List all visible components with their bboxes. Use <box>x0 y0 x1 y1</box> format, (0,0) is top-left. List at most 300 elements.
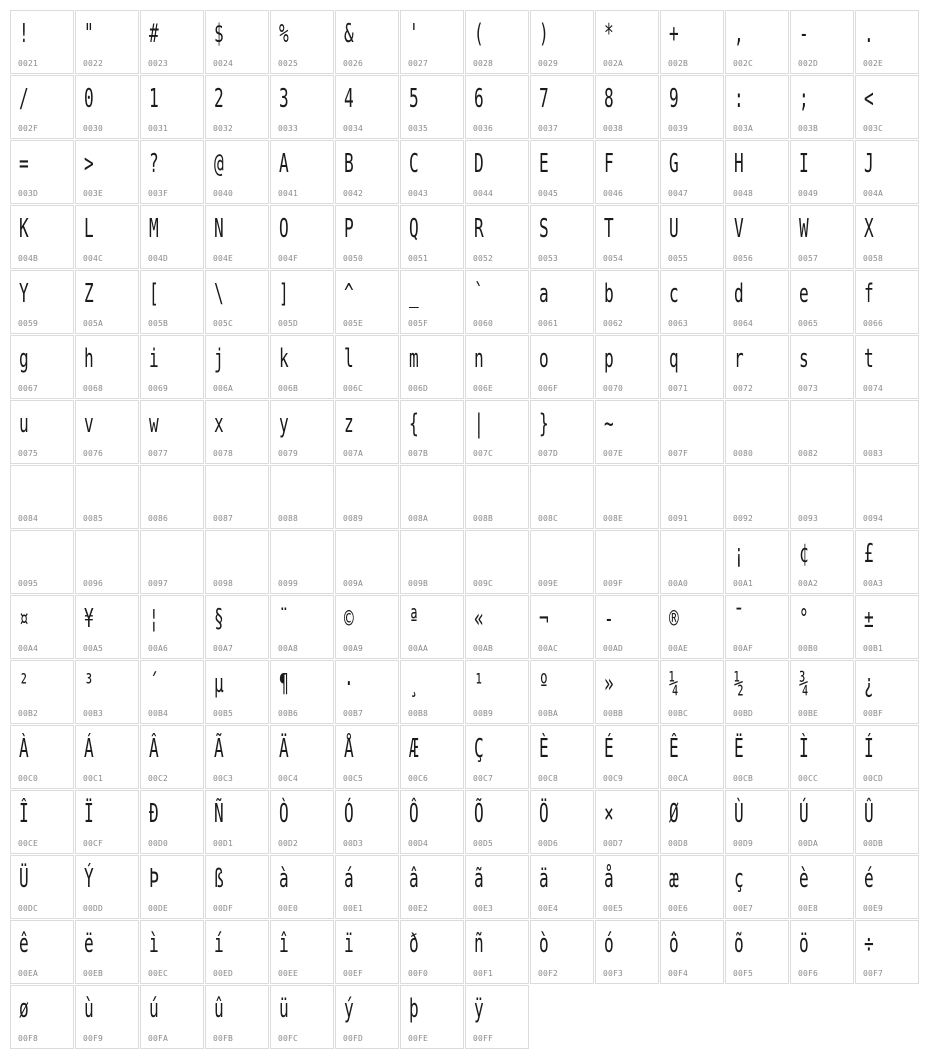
glyph-cell <box>660 790 724 854</box>
glyph-char: P <box>344 214 354 244</box>
glyph-code: 0070 <box>603 384 624 393</box>
glyph-cell <box>790 790 854 854</box>
glyph-code: 0072 <box>733 384 754 393</box>
glyph-code: 00B6 <box>278 709 299 718</box>
glyph-code: 0079 <box>278 449 299 458</box>
glyph-char: ) <box>539 19 549 49</box>
glyph-code: 0061 <box>538 319 559 328</box>
glyph-code: 004E <box>213 254 234 263</box>
glyph-code: 0065 <box>798 319 819 328</box>
glyph-code: 00BF <box>863 709 884 718</box>
glyph-code: 0044 <box>473 189 494 198</box>
glyph-char: Ï <box>84 799 94 829</box>
glyph-code: 0045 <box>538 189 559 198</box>
glyph-char: ® <box>669 604 679 634</box>
glyph-char: 0 <box>84 84 94 114</box>
glyph-cell <box>335 400 399 464</box>
glyph-cell <box>140 400 204 464</box>
glyph-char: K <box>19 214 29 244</box>
glyph-code: 00D1 <box>213 839 234 848</box>
glyph-char: . <box>864 19 874 49</box>
glyph-cell <box>530 790 594 854</box>
glyph-cell <box>595 790 659 854</box>
glyph-char: » <box>604 669 614 699</box>
glyph-char: î <box>279 929 289 959</box>
glyph-char: b <box>604 279 614 309</box>
glyph-char: ² <box>19 669 29 699</box>
glyph-char: s <box>799 344 809 374</box>
glyph-char: ¥ <box>84 604 94 634</box>
glyph-cell <box>660 10 724 74</box>
glyph-cell <box>855 75 919 139</box>
glyph-cell <box>465 270 529 334</box>
glyph-cell <box>270 75 334 139</box>
glyph-code: 00CB <box>733 774 754 783</box>
glyph-code: 00CC <box>798 774 819 783</box>
glyph-code: 0038 <box>603 124 624 133</box>
glyph-code: 002C <box>733 59 754 68</box>
glyph-code: 00C2 <box>148 774 169 783</box>
glyph-char: Î <box>19 799 29 829</box>
glyph-code: 002F <box>18 124 39 133</box>
glyph-code: 00DE <box>148 904 169 913</box>
glyph-cell <box>530 660 594 724</box>
glyph-char: ÷ <box>864 929 874 959</box>
glyph-char: ¯ <box>734 604 744 634</box>
glyph-char: Ý <box>84 864 94 894</box>
glyph-code: 0093 <box>798 514 819 523</box>
glyph-char: ± <box>864 604 874 634</box>
glyph-char: ú <box>149 994 159 1024</box>
glyph-char: Ñ <box>214 799 224 829</box>
glyph-char: ° <box>799 604 809 634</box>
glyph-code: 0098 <box>213 579 234 588</box>
glyph-code: 009C <box>473 579 494 588</box>
glyph-char: Ã <box>214 734 224 764</box>
glyph-char: " <box>84 19 94 49</box>
glyph-char: m <box>409 344 419 374</box>
glyph-code: 00AD <box>603 644 624 653</box>
glyph-code: 007C <box>473 449 494 458</box>
glyph-char: © <box>344 604 354 634</box>
glyph-cell <box>335 985 399 1049</box>
glyph-code: 004A <box>863 189 884 198</box>
glyph-code: 00E4 <box>538 904 559 913</box>
glyph-code: 00D3 <box>343 839 364 848</box>
glyph-code: 0059 <box>18 319 39 328</box>
glyph-code: 0075 <box>18 449 39 458</box>
glyph-cell <box>205 595 269 659</box>
glyph-cell <box>140 920 204 984</box>
glyph-cell <box>595 400 659 464</box>
glyph-char: ¨ <box>279 604 289 634</box>
glyph-code: 0048 <box>733 189 754 198</box>
glyph-cell <box>335 10 399 74</box>
glyph-char: & <box>344 19 354 49</box>
glyph-char: ¦ <box>149 604 159 634</box>
glyph-cell <box>465 465 529 529</box>
glyph-cell <box>530 10 594 74</box>
glyph-cell <box>465 855 529 919</box>
glyph-code: 00B1 <box>863 644 884 653</box>
glyph-code: 005A <box>83 319 104 328</box>
glyph-cell <box>660 75 724 139</box>
glyph-char: Ä <box>279 734 289 764</box>
glyph-code: 006D <box>408 384 429 393</box>
glyph-code: 007E <box>603 449 624 458</box>
glyph-cell <box>790 10 854 74</box>
glyph-code: 00CD <box>863 774 884 783</box>
glyph-char: ÿ <box>474 994 484 1024</box>
glyph-char: > <box>84 149 94 179</box>
glyph-code: 00D9 <box>733 839 754 848</box>
glyph-code: 002D <box>798 59 819 68</box>
glyph-code: 00C5 <box>343 774 364 783</box>
glyph-code: 00F4 <box>668 969 689 978</box>
glyph-char: p <box>604 344 614 374</box>
glyph-cell <box>75 725 139 789</box>
glyph-code: 00E7 <box>733 904 754 913</box>
glyph-char: \ <box>214 279 224 309</box>
glyph-code: 00A6 <box>148 644 169 653</box>
glyph-code: 0083 <box>863 449 884 458</box>
glyph-cell <box>205 205 269 269</box>
glyph-code: 0022 <box>83 59 104 68</box>
glyph-cell <box>660 660 724 724</box>
glyph-char: ~ <box>604 409 614 439</box>
glyph-cell <box>10 400 74 464</box>
glyph-code: 00B8 <box>408 709 429 718</box>
glyph-cell <box>140 660 204 724</box>
glyph-cell <box>530 595 594 659</box>
glyph-code: 0080 <box>733 449 754 458</box>
glyph-code: 003D <box>18 189 39 198</box>
glyph-char: ( <box>474 19 484 49</box>
glyph-cell <box>595 855 659 919</box>
glyph-char: § <box>214 604 224 634</box>
glyph-code: 00F9 <box>83 1034 104 1043</box>
glyph-code: 008B <box>473 514 494 523</box>
glyph-cell <box>205 335 269 399</box>
glyph-cell <box>400 530 464 594</box>
glyph-code: 0089 <box>343 514 364 523</box>
glyph-code: 0069 <box>148 384 169 393</box>
glyph-code: 009B <box>408 579 429 588</box>
glyph-cell <box>10 10 74 74</box>
glyph-char: Û <box>864 799 874 829</box>
glyph-char: Ö <box>539 799 549 829</box>
glyph-cell <box>660 855 724 919</box>
glyph-char: k <box>279 344 289 374</box>
glyph-code: 00D6 <box>538 839 559 848</box>
glyph-code: 00D2 <box>278 839 299 848</box>
glyph-code: 007A <box>343 449 364 458</box>
glyph-char: ^ <box>344 279 354 309</box>
glyph-char: ¼ <box>669 669 679 699</box>
glyph-code: 0041 <box>278 189 299 198</box>
glyph-cell <box>335 465 399 529</box>
glyph-char: G <box>669 149 679 179</box>
glyph-cell <box>10 790 74 854</box>
glyph-cell <box>660 725 724 789</box>
glyph-code: 00B7 <box>343 709 364 718</box>
glyph-cell <box>140 855 204 919</box>
glyph-code: 0021 <box>18 59 39 68</box>
glyph-cell <box>10 660 74 724</box>
glyph-code: 0073 <box>798 384 819 393</box>
glyph-code: 00B4 <box>148 709 169 718</box>
glyph-code: 00E9 <box>863 904 884 913</box>
glyph-char: | <box>474 409 484 439</box>
glyph-cell <box>205 855 269 919</box>
glyph-code: 0039 <box>668 124 689 133</box>
glyph-char: / <box>19 84 29 114</box>
glyph-cell <box>660 595 724 659</box>
glyph-cell <box>725 75 789 139</box>
glyph-code: 00DA <box>798 839 819 848</box>
glyph-char: W <box>799 214 809 244</box>
glyph-code: 0037 <box>538 124 559 133</box>
glyph-code: 00F0 <box>408 969 429 978</box>
glyph-code: 0033 <box>278 124 299 133</box>
glyph-cell <box>465 530 529 594</box>
glyph-cell <box>855 855 919 919</box>
glyph-code: 003F <box>148 189 169 198</box>
glyph-grid <box>10 10 920 1050</box>
glyph-cell <box>10 920 74 984</box>
glyph-char: Þ <box>149 864 159 894</box>
glyph-char: w <box>149 409 159 439</box>
glyph-char: Y <box>19 279 29 309</box>
glyph-cell <box>75 595 139 659</box>
glyph-code: 0025 <box>278 59 299 68</box>
glyph-code: 0055 <box>668 254 689 263</box>
glyph-char: ñ <box>474 929 484 959</box>
glyph-cell <box>335 270 399 334</box>
glyph-cell <box>530 205 594 269</box>
glyph-char: $ <box>214 19 224 49</box>
glyph-code: 00D8 <box>668 839 689 848</box>
glyph-code: 0064 <box>733 319 754 328</box>
glyph-cell <box>790 75 854 139</box>
glyph-code: 00FB <box>213 1034 234 1043</box>
glyph-cell <box>270 790 334 854</box>
glyph-char: - <box>604 604 614 634</box>
glyph-code: 006C <box>343 384 364 393</box>
glyph-code: 00EE <box>278 969 299 978</box>
glyph-cell <box>465 660 529 724</box>
glyph-cell <box>465 985 529 1049</box>
glyph-cell <box>855 270 919 334</box>
glyph-cell <box>855 595 919 659</box>
glyph-code: 00DC <box>18 904 39 913</box>
glyph-code: 00F1 <box>473 969 494 978</box>
glyph-cell <box>140 465 204 529</box>
glyph-cell <box>400 595 464 659</box>
glyph-cell <box>75 660 139 724</box>
glyph-cell <box>75 140 139 204</box>
glyph-code: 00BC <box>668 709 689 718</box>
glyph-char: Ò <box>279 799 289 829</box>
glyph-code: 0046 <box>603 189 624 198</box>
glyph-char: ë <box>84 929 94 959</box>
glyph-code: 0058 <box>863 254 884 263</box>
glyph-char: , <box>734 19 744 49</box>
glyph-code: 00FF <box>473 1034 494 1043</box>
glyph-code: 00A8 <box>278 644 299 653</box>
glyph-code: 00A9 <box>343 644 364 653</box>
glyph-cell <box>465 595 529 659</box>
glyph-cell <box>10 985 74 1049</box>
glyph-cell <box>465 75 529 139</box>
glyph-cell <box>270 140 334 204</box>
glyph-cell <box>10 855 74 919</box>
glyph-char: 9 <box>669 84 679 114</box>
glyph-cell <box>660 270 724 334</box>
glyph-cell <box>530 855 594 919</box>
glyph-code: 008E <box>603 514 624 523</box>
glyph-char: ç <box>734 864 744 894</box>
glyph-char: ¶ <box>279 669 289 699</box>
glyph-cell <box>465 920 529 984</box>
glyph-char: ø <box>19 994 29 1024</box>
glyph-code: 0049 <box>798 189 819 198</box>
glyph-cell <box>335 75 399 139</box>
glyph-char: ª <box>409 604 419 634</box>
glyph-char: Ç <box>474 734 484 764</box>
glyph-cell <box>400 10 464 74</box>
glyph-cell <box>465 790 529 854</box>
glyph-cell <box>270 270 334 334</box>
glyph-cell <box>660 465 724 529</box>
glyph-cell <box>790 335 854 399</box>
glyph-cell <box>205 790 269 854</box>
glyph-char: É <box>604 734 614 764</box>
glyph-cell <box>595 595 659 659</box>
glyph-char: ã <box>474 864 484 894</box>
glyph-code: 005D <box>278 319 299 328</box>
glyph-cell <box>530 140 594 204</box>
glyph-cell <box>205 985 269 1049</box>
glyph-code: 00C7 <box>473 774 494 783</box>
glyph-code: 00F5 <box>733 969 754 978</box>
glyph-cell <box>465 725 529 789</box>
glyph-char: º <box>539 669 549 699</box>
glyph-cell <box>335 660 399 724</box>
glyph-char: ó <box>604 929 614 959</box>
glyph-cell <box>205 920 269 984</box>
glyph-code: 0087 <box>213 514 234 523</box>
glyph-cell <box>335 335 399 399</box>
glyph-cell <box>270 400 334 464</box>
glyph-code: 00C9 <box>603 774 624 783</box>
glyph-code: 003A <box>733 124 754 133</box>
glyph-cell <box>205 400 269 464</box>
glyph-char: £ <box>864 539 874 569</box>
glyph-code: 00DF <box>213 904 234 913</box>
glyph-cell <box>270 855 334 919</box>
glyph-cell <box>10 725 74 789</box>
glyph-code: 0043 <box>408 189 429 198</box>
glyph-cell <box>790 725 854 789</box>
glyph-char: ? <box>149 149 159 179</box>
glyph-char: 6 <box>474 84 484 114</box>
glyph-code: 00AE <box>668 644 689 653</box>
glyph-char: û <box>214 994 224 1024</box>
glyph-code: 005E <box>343 319 364 328</box>
glyph-code: 00BB <box>603 709 624 718</box>
glyph-cell <box>725 270 789 334</box>
glyph-char: z <box>344 409 354 439</box>
glyph-cell <box>725 660 789 724</box>
glyph-code: 005C <box>213 319 234 328</box>
glyph-cell <box>335 140 399 204</box>
glyph-cell <box>10 140 74 204</box>
glyph-cell <box>75 335 139 399</box>
glyph-code: 006F <box>538 384 559 393</box>
glyph-code: 0040 <box>213 189 234 198</box>
glyph-code: 0088 <box>278 514 299 523</box>
glyph-code: 0030 <box>83 124 104 133</box>
glyph-char: Ú <box>799 799 809 829</box>
glyph-char: { <box>409 409 419 439</box>
glyph-code: 0096 <box>83 579 104 588</box>
glyph-char: Ì <box>799 734 809 764</box>
glyph-cell <box>140 725 204 789</box>
glyph-code: 00B0 <box>798 644 819 653</box>
glyph-char: R <box>474 214 484 244</box>
glyph-code: 0057 <box>798 254 819 263</box>
glyph-code: 0068 <box>83 384 104 393</box>
glyph-code: 006E <box>473 384 494 393</box>
glyph-char: Ð <box>149 799 159 829</box>
glyph-char: ³ <box>84 669 94 699</box>
glyph-cell <box>140 595 204 659</box>
glyph-code: 006B <box>278 384 299 393</box>
glyph-code: 0077 <box>148 449 169 458</box>
glyph-cell <box>400 140 464 204</box>
glyph-cell <box>75 985 139 1049</box>
glyph-cell <box>205 465 269 529</box>
glyph-code: 0024 <box>213 59 234 68</box>
glyph-cell <box>790 660 854 724</box>
glyph-char: « <box>474 604 484 634</box>
glyph-cell <box>205 10 269 74</box>
glyph-code: 0074 <box>863 384 884 393</box>
glyph-code: 0091 <box>668 514 689 523</box>
glyph-cell <box>595 335 659 399</box>
glyph-cell <box>790 140 854 204</box>
glyph-code: 0035 <box>408 124 429 133</box>
glyph-char: à <box>279 864 289 894</box>
glyph-char: 8 <box>604 84 614 114</box>
glyph-cell <box>530 270 594 334</box>
glyph-cell <box>140 10 204 74</box>
glyph-code: 00AF <box>733 644 754 653</box>
glyph-code: 0032 <box>213 124 234 133</box>
glyph-char: % <box>279 19 289 49</box>
glyph-cell <box>855 790 919 854</box>
glyph-cell <box>530 335 594 399</box>
glyph-code: 0050 <box>343 254 364 263</box>
glyph-cell <box>855 530 919 594</box>
glyph-char: Á <box>84 734 94 764</box>
glyph-cell <box>270 530 334 594</box>
glyph-char: Æ <box>409 734 419 764</box>
glyph-code: 0092 <box>733 514 754 523</box>
glyph-cell <box>400 660 464 724</box>
glyph-code: 00E2 <box>408 904 429 913</box>
